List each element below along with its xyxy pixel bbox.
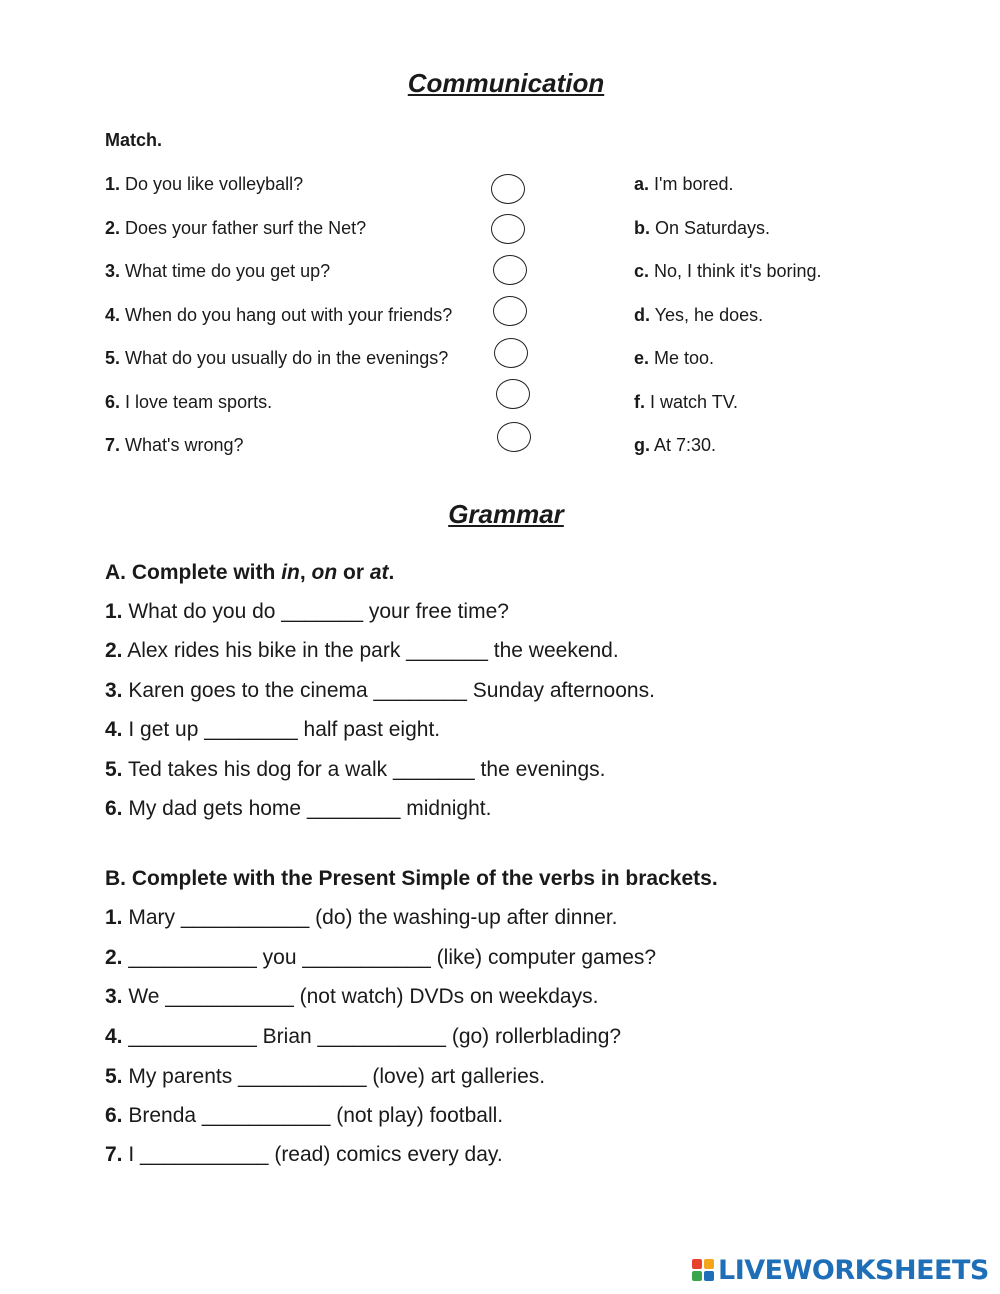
section-b-item-3[interactable] [105,985,598,1009]
word-on: on [311,561,338,584]
item-number: 1. [105,906,123,929]
match-answer-b [634,218,770,239]
section-a-item-2 [105,639,619,663]
question-text: What time do you get up? [120,261,331,281]
item-text: Brenda ___________ (not play) football. [122,1104,504,1127]
answer-text: I watch TV. [645,392,739,412]
question-number: 6. [105,392,121,412]
word-in: in [281,561,300,584]
question-text: I love team sports. [120,392,273,412]
answer-text: I'm bored. [649,174,734,194]
match-answer-a [634,174,734,195]
answer-letter: a. [634,174,650,194]
answer-letter: f. [634,392,645,412]
answer-letter: c. [634,261,650,281]
grammar-title: Grammar [448,499,564,529]
section-b-item-5[interactable] [105,1065,545,1089]
match-question-5 [105,348,448,369]
answer-letter: g. [634,435,650,455]
section-b-item-2[interactable] [105,946,656,970]
match-question-3 [105,261,330,282]
item-before: Ted takes his dog for a walk [122,758,393,781]
item-number: 7. [105,1143,123,1166]
answer-text: Yes, he does. [650,305,764,325]
answer-blank[interactable]: ________ [204,718,298,741]
question-number: 3. [105,261,121,281]
answer-blank[interactable]: _______ [406,639,488,662]
answer-circle-7[interactable] [497,422,531,452]
question-number: 5. [105,348,121,368]
section-a-item-1 [105,600,509,624]
item-text: ___________ you ___________ (like) computer games? [122,946,657,969]
answer-text: On Saturdays. [650,218,771,238]
match-question-4 [105,305,452,326]
section-b-heading: B. Complete with the Present Simple of the verbs in brackets. [105,867,718,890]
section-b-item-1[interactable] [105,906,618,930]
answer-circle-4[interactable] [493,296,527,326]
item-number: 3. [105,679,123,702]
item-number: 2. [105,639,123,662]
section-a-item-6 [105,797,491,821]
question-number: 2. [105,218,121,238]
match-answer-g [634,435,716,456]
item-number: 6. [105,1104,123,1127]
answer-circle-2[interactable] [491,214,525,244]
answer-circle-5[interactable] [494,338,528,368]
item-number: 1. [105,600,123,623]
question-text: When do you hang out with your friends? [120,305,453,325]
heading-or: or [337,561,370,584]
logo-square-icon [704,1271,714,1281]
item-after: midnight. [400,797,492,820]
match-instruction: Match. [105,130,163,150]
section-b-item-4[interactable] [105,1025,621,1049]
section-a-heading [105,561,394,585]
item-number: 5. [105,758,123,781]
item-after: Sunday afternoons. [466,679,655,702]
answer-circle-1[interactable] [491,174,525,204]
item-after: the weekend. [487,639,619,662]
answer-blank[interactable]: _______ [392,758,475,781]
answer-blank[interactable]: ________ [373,679,467,702]
answer-blank[interactable]: ________ [306,797,401,820]
logo-square-icon [692,1271,702,1281]
question-number: 7. [105,435,121,455]
match-answer-d [634,305,763,326]
item-text: I ___________ (read) comics every day. [122,1143,503,1166]
logo-square-icon [692,1259,702,1269]
answer-text: At 7:30. [650,435,717,455]
item-before: My dad gets home [122,797,307,820]
match-answer-e [634,348,714,369]
section-a-item-3 [105,679,655,703]
communication-title: Communication [407,68,605,98]
section-b-item-6[interactable] [105,1104,503,1128]
answer-blank[interactable]: _______ [281,600,364,623]
answer-letter: e. [634,348,650,368]
question-text: Do you like volleyball? [120,174,304,194]
item-text: Mary ___________ (do) the washing-up after dinner. [122,906,618,929]
question-number: 4. [105,305,121,325]
logo-text: LIVEWORKSHEETS [718,1254,989,1286]
answer-letter: b. [634,218,650,238]
word-at: at [369,561,389,584]
item-after: the evenings. [474,758,606,781]
answer-text: No, I think it's boring. [649,261,822,281]
match-question-2 [105,218,366,239]
item-before: I get up [122,718,205,741]
match-answer-f [634,392,738,413]
heading-comma: , [299,561,312,584]
question-number: 1. [105,174,121,194]
answer-letter: d. [634,305,650,325]
section-b-item-7[interactable] [105,1143,503,1167]
answer-circle-3[interactable] [493,255,527,285]
logo-square-icon [704,1259,714,1269]
item-before: Karen goes to the cinema [122,679,374,702]
liveworksheets-logo[interactable] [692,1255,989,1285]
item-text: My parents ___________ (love) art galleries. [122,1065,546,1088]
match-question-6 [105,392,272,413]
answer-text: Me too. [649,348,715,368]
item-number: 4. [105,718,123,741]
question-text: What do you usually do in the evenings? [120,348,449,368]
item-after: your free time? [363,600,509,623]
heading-period: . [388,561,395,584]
heading-start: A. Complete with [105,561,282,584]
match-question-7 [105,435,244,456]
match-answer-c [634,261,822,282]
section-a-item-4 [105,718,440,742]
answer-circle-6[interactable] [496,379,530,409]
item-after: half past eight. [297,718,441,741]
item-number: 3. [105,985,123,1008]
question-text: Does your father surf the Net? [120,218,367,238]
item-number: 4. [105,1025,123,1048]
match-question-1 [105,174,303,195]
logo-mark-icon [692,1259,714,1281]
item-before: What do you do [122,600,282,623]
item-number: 5. [105,1065,123,1088]
question-text: What's wrong? [120,435,244,455]
section-a-item-5 [105,758,605,782]
item-number: 6. [105,797,123,820]
item-before: Alex rides his bike in the park [122,639,407,662]
item-text: We ___________ (not watch) DVDs on weekdays. [122,985,599,1008]
item-text: ___________ Brian ___________ (go) rollerblading? [122,1025,622,1048]
item-number: 2. [105,946,123,969]
